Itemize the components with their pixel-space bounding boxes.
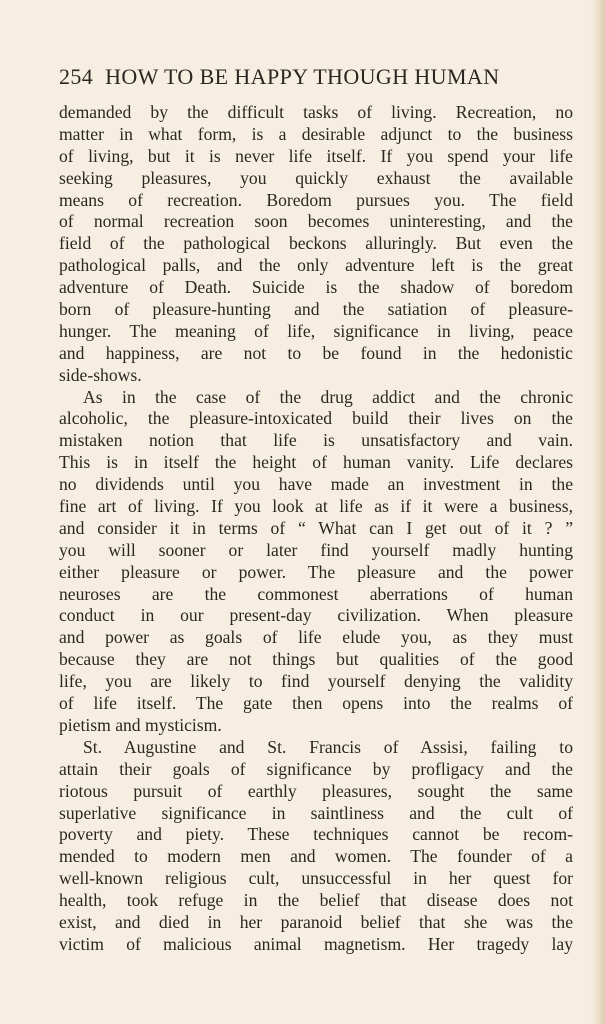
- text-line: fine art of living. If you look at life as if it were a business,: [59, 496, 573, 517]
- text-line: hunger. The meaning of life, significance in living, peace: [59, 320, 573, 341]
- text-line: exist, and died in her paranoid belief that she was the: [59, 911, 573, 932]
- text-line: no dividends until you have made an investment in the: [59, 474, 573, 495]
- text-line: alcoholic, the pleasure-intoxicated build their lives on the: [59, 408, 573, 429]
- text-line: adventure of Death. Suicide is the shadow of boredom: [59, 277, 573, 298]
- text-line: and consider it in terms of “ What can I get out of it ? ”: [59, 517, 573, 538]
- text-line: seeking pleasures, you quickly exhaust the available: [59, 167, 573, 188]
- text-line: attain their goals of significance by profligacy and the: [59, 758, 573, 779]
- text-line: This is in itself the height of human vanity. Life declares: [59, 452, 573, 473]
- text-line: well-known religious cult, unsuccessful in her quest for: [59, 868, 573, 889]
- page-edge: [591, 0, 605, 1024]
- text-line: health, took refuge in the belief that disease does not: [59, 890, 573, 911]
- body-text: [59, 102, 573, 956]
- text-line: mistaken notion that life is unsatisfactory and vain.: [59, 430, 573, 451]
- text-line: means of recreation. Boredom pursues you. The field: [59, 189, 573, 210]
- text-line: of normal recreation soon becomes uninteresting, and the: [59, 211, 573, 232]
- text-line: poverty and piety. These techniques cannot be recom-: [59, 824, 573, 845]
- text-line: pietism and mysticism.: [59, 714, 222, 735]
- text-line: because they are not things but qualities of the good: [59, 649, 573, 670]
- text-line: you will sooner or later find yourself madly hunting: [59, 539, 573, 560]
- text-line: of life itself. The gate then opens into the realms of: [59, 693, 573, 714]
- page-number: 254: [59, 64, 94, 89]
- text-line: St. Augustine and St. Francis of Assisi, failing to: [83, 736, 573, 757]
- text-line: and power as goals of life elude you, as they must: [59, 627, 573, 648]
- text-line: neuroses are the commonest aberrations of human: [59, 583, 573, 604]
- running-title: HOW TO BE HAPPY THOUGH HUMAN: [105, 64, 500, 89]
- text-line: of living, but it is never life itself. If you spend your life: [59, 145, 573, 166]
- running-header: [59, 64, 574, 90]
- text-line: pathological palls, and the only adventure left is the great: [59, 255, 573, 276]
- text-line: born of pleasure-hunting and the satiation of pleasure-: [59, 299, 573, 320]
- text-line: either pleasure or power. The pleasure and the power: [59, 561, 573, 582]
- text-line: demanded by the difficult tasks of living. Recreation, no: [59, 102, 573, 122]
- text-line: matter in what form, is a desirable adjunct to the business: [59, 123, 573, 144]
- text-line: superlative significance in saintliness and the cult of: [59, 802, 573, 823]
- text-line: mended to modern men and women. The founder of a: [59, 846, 573, 867]
- text-line: victim of malicious animal magnetism. Her tragedy lay: [59, 933, 573, 954]
- text-line: riotous pursuit of earthly pleasures, sought the same: [59, 780, 573, 801]
- text-line: field of the pathological beckons alluringly. But even the: [59, 233, 573, 254]
- text-line: side-shows.: [59, 364, 142, 385]
- text-line: and happiness, are not to be found in the hedonistic: [59, 342, 573, 363]
- text-line: life, you are likely to find yourself denying the validity: [59, 671, 573, 692]
- text-line: conduct in our present-day civilization. When pleasure: [59, 605, 573, 626]
- text-line: As in the case of the drug addict and the chronic: [83, 386, 573, 407]
